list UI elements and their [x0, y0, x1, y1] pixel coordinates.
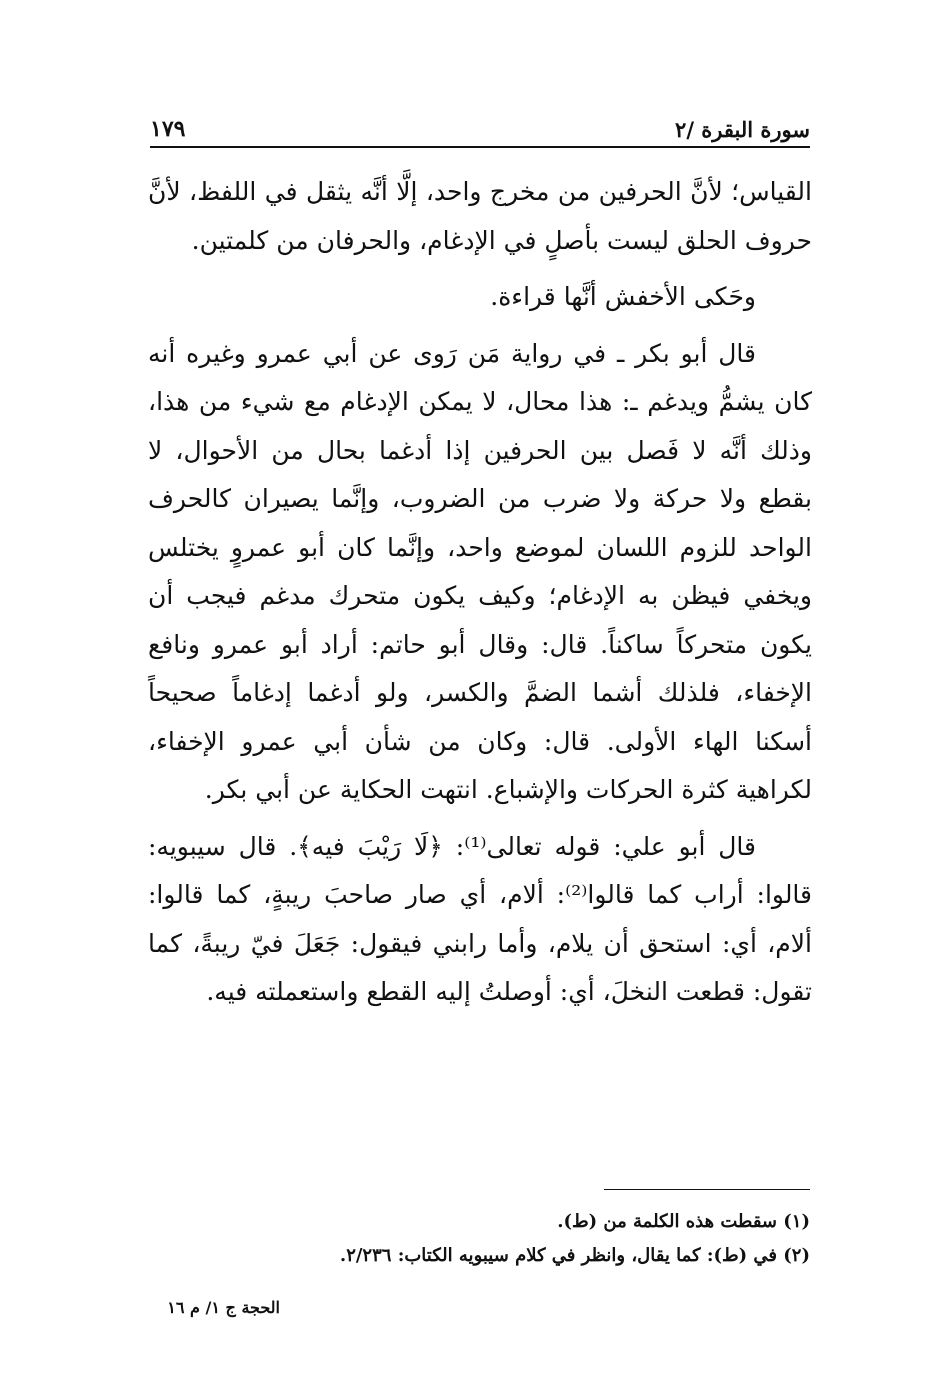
footnote: (٢) في (ط): كما يقال، وانظر في كلام سيبويه الكتاب: ٢/٢٣٦.	[339, 1245, 810, 1266]
paragraph: قال أبو بكر ـ في رواية مَن رَوى عن أبي عمرو وغيره أنه كان يشمُّ ويدغم ـ: هذا محال، لا يمكن الإدغام مع شيء من هذا، وذلك أنَّه لا فَصل بين الحرفين إذا أدغما بحال من الأحوال، لا بقطع ولا حركة ولا ضرب من الضروب، وإنَّما يصيران كالحرف الواحد للزوم اللسان لموضع واحد، وإنَّما كان أبو عمروٍ يختلس ويخفي فيظن به الإدغام؛ وكيف يكون متحرك مدغم فيجب أن يكون متحركاً ساكناً. قال: وقال أبو حاتم: أراد أبو عمرو ونافع الإخفاء، فلذلك أشما الضمَّ والكسر، ولو أدغما إدغاماً صحيحاً أسكنا الهاء الأولى. قال: وكان من شأن أبي عمرو الإخفاء، لكراهية كثرة الحركات والإشباع. انتهت الحكاية عن أبي بكر.	[148, 338, 812, 804]
footnote: (١) سقطت هذه الكلمة من (ط).	[557, 1211, 810, 1232]
paragraph: قال أبو علي: قوله تعالى⁽¹⁾: ﴿لَا رَيْبَ فيه﴾. قال سيبويه: قالوا: أراب كما قالوا⁽²⁾: ألام، أي صار صاحبَ ريبةٍ، كما قالوا: ألام، أي: استحق أن يلام، وأما رابني فيقول: جَعَلَ فيّ ريبةً، كما تقول: قطعت النخلَ، أي: أوصلتُ إليه القطع واستعملته فيه.	[148, 831, 813, 1006]
page-number: ١٧٩	[150, 116, 186, 142]
paragraph: وحَكى الأخفش أنَّها قراءة.	[490, 282, 756, 311]
footnote-divider	[604, 1189, 810, 1190]
paragraph: القياس؛ لأنَّ الحرفين من مخرج واحد، إلَّا أنَّه يثقل في اللفظ، لأنَّ حروف الحلق ليست بأصلٍ في الإدغام، والحرفان من كلمتين.	[148, 177, 812, 255]
signature-mark: الحجة ج ١/ م ١٦	[167, 1298, 280, 1317]
page-header	[150, 104, 810, 148]
running-title: سورة البقرة /٢	[675, 117, 810, 142]
footnotes	[150, 1205, 810, 1273]
main-text	[148, 168, 812, 1025]
